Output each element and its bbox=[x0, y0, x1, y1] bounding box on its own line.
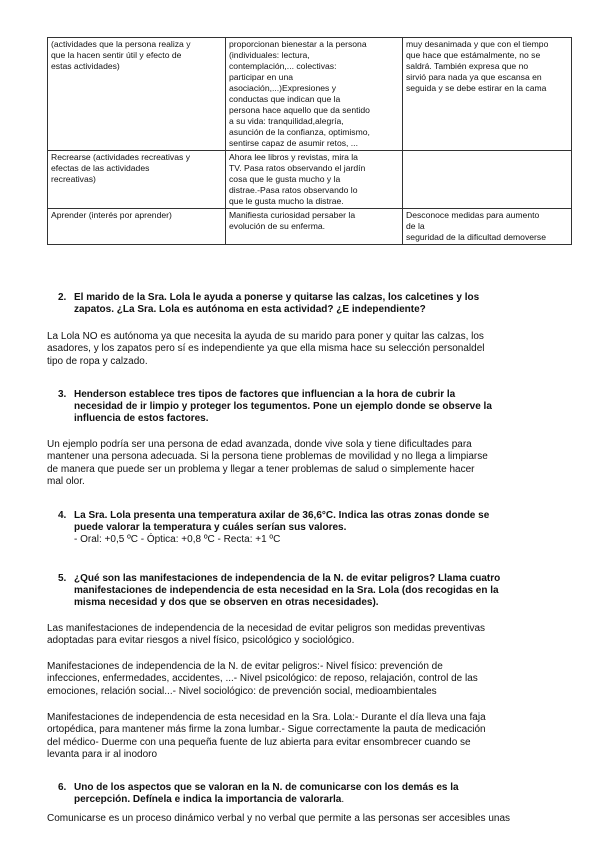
cell-text: (actividades que la persona realiza y bbox=[51, 39, 191, 49]
question-number: 3. bbox=[58, 389, 67, 400]
cell-text: que la hacen sentir útil y efecto de bbox=[51, 50, 182, 60]
question-line: Henderson establece tres tipos de factores que influencian a la hora de cubrir la bbox=[74, 389, 456, 400]
answer-line: ortopédica, para mantener más firme la zona lumbar.- Sigue correctamente la pauta de medicación bbox=[47, 724, 486, 736]
question-6 bbox=[58, 782, 570, 806]
answer-line: La Lola NO es autónoma ya que necesita la ayuda de su marido para poner y quitar las calzas, los bbox=[47, 331, 484, 342]
answer-line: Comunicarse es un proceso dinámico verbal y no verbal que permite a las personas ser accesibles unas bbox=[47, 813, 511, 824]
table-cell bbox=[226, 209, 403, 245]
question-line: Uno de los aspectos que se valoran en la N. de comunicarse con los demás es la bbox=[74, 782, 459, 793]
question-line: manifestaciones de independencia de esta necesidad en la Sra. Lola (dos recogidas en la bbox=[74, 585, 499, 596]
answer-line: mal olor. bbox=[47, 475, 85, 487]
cell-text: TV. Pasa ratos observando el jardín bbox=[229, 163, 366, 173]
question-number: 5. bbox=[58, 573, 67, 584]
needs-table bbox=[47, 37, 572, 245]
cell-text: Manifiesta curiosidad persaber la bbox=[229, 210, 356, 220]
cell-text: que le gusta mucho la distrae. bbox=[229, 196, 344, 206]
answer-line: infecciones, enfermedades, accidentes, ...- Nivel psicológico: de reposo, relajación, control de las bbox=[47, 673, 478, 685]
answer-line: levanta para ir al inodoro bbox=[47, 748, 158, 760]
answer-line: asadores, y los zapatos pero sí es independiente ya que ella misma hace su selección personaldel bbox=[47, 343, 485, 355]
question-number: 6. bbox=[58, 782, 67, 793]
cell-text: participar en una bbox=[229, 72, 294, 82]
cell-text: cosa que le gusta mucho y la bbox=[229, 174, 341, 184]
cell-text: Ahora lee libros y revistas, mira la bbox=[229, 152, 358, 162]
question-line: ¿Qué son las manifestaciones de independencia de la N. de evitar peligros? Llama cuatro bbox=[74, 573, 501, 584]
question-line: La Sra. Lola presenta una temperatura axilar de 36,6°C. Indica las otras zonas donde se bbox=[74, 510, 490, 521]
cell-text: estas actividades) bbox=[51, 61, 120, 71]
answer-line: emociones, relación social...- Nivel sociológico: de prevención social, medioambientales bbox=[47, 685, 437, 697]
cell-text: efectas de las actividades bbox=[51, 163, 150, 173]
answer-line: tipo de ropa y calzado. bbox=[47, 355, 148, 367]
table-row bbox=[48, 209, 572, 245]
question-line-end: . bbox=[341, 794, 345, 805]
cell-text: sirvió para nada ya que escansa en bbox=[406, 72, 542, 82]
answer-line: del médico- Duerme con una pequeña fuente de luz abierta para evitar ensombrecer cuando se bbox=[47, 736, 471, 748]
cell-text: a su vida: tranquilidad,alegría, bbox=[229, 116, 344, 126]
cell-text: distrae.-Pasa ratos observando lo bbox=[229, 185, 358, 195]
cell-text: recreativas) bbox=[51, 174, 96, 184]
cell-text: seguridad de la dificultad demoverse bbox=[406, 232, 546, 242]
answer-line: Manifestaciones de independencia de esta necesidad en la Sra. Lola:- Durante el día lleva una faja bbox=[47, 712, 486, 723]
cell-text: sentirse capaz de asumir retos, ... bbox=[229, 138, 358, 148]
answer-line: - Oral: +0,5 ºC - Óptica: +0,8 ºC - Recta: +1 ºC bbox=[74, 534, 281, 545]
answer-6 bbox=[47, 813, 572, 825]
question-line: necesidad de ir limpio y proteger los tegumentos. Pone un ejemplo donde se observe la bbox=[74, 401, 492, 412]
answer-line: Las manifestaciones de independencia de la necesidad de evitar peligros son medidas preventivas bbox=[47, 623, 486, 634]
answer-line: adoptadas para evitar riesgos a nivel físico, psicológico y sociológico. bbox=[47, 635, 355, 647]
question-line: puede valorar la temperatura y cuáles serían sus valores. bbox=[74, 522, 347, 533]
cell-text: conductas que indican que la bbox=[229, 94, 341, 104]
cell-text: muy desanimada y que con el tiempo bbox=[406, 39, 549, 49]
cell-text: (individuales: lectura, bbox=[229, 50, 310, 60]
table-row bbox=[48, 151, 572, 209]
cell-text: asociación,...)Expresiones y bbox=[229, 83, 336, 93]
cell-text: contemplación,... colectivas: bbox=[229, 61, 337, 71]
question-number: 2. bbox=[58, 292, 67, 303]
cell-text: proporcionan bienestar a la persona bbox=[229, 39, 367, 49]
question-line: misma necesidad y dos que se observen en otras necesidades). bbox=[74, 597, 379, 608]
cell-text: seguida y se debe estirar en la cama bbox=[406, 83, 547, 93]
cell-text: Recrearse (actividades recreativas y bbox=[51, 152, 190, 162]
cell-text: persona hace aquello que da sentido bbox=[229, 105, 370, 115]
table-cell bbox=[226, 151, 403, 209]
question-line: percepción. Defínela e indica la importancia de valorarla bbox=[74, 794, 342, 805]
cell-text: Desconoce medidas para aumento bbox=[406, 210, 540, 220]
question-5 bbox=[58, 573, 570, 609]
cell-text: Aprender (interés por aprender) bbox=[51, 210, 172, 220]
cell-text: saldrá. También expresa que no bbox=[406, 61, 529, 71]
question-line: El marido de la Sra. Lola le ayuda a ponerse y quitarse las calzas, los calcetines y los bbox=[74, 292, 480, 303]
table-row bbox=[48, 38, 572, 151]
question-3 bbox=[58, 389, 570, 425]
answer-2 bbox=[47, 331, 572, 368]
table-cell bbox=[403, 209, 572, 245]
answer-line: Manifestaciones de independencia de la N. de evitar peligros:- Nivel físico: prevención de bbox=[47, 661, 443, 672]
answer-line: de manera que puede ser un problema y llegar a tener problemas de salud o simplemente hacer bbox=[47, 463, 475, 475]
answer-line: mantener una persona adecuada. Si la persona tiene problemas de movilidad y no llega a limpiarse bbox=[47, 451, 488, 463]
question-2 bbox=[58, 292, 570, 316]
answer-5-definition bbox=[47, 623, 572, 648]
answer-3 bbox=[47, 439, 572, 488]
table-cell bbox=[226, 38, 403, 151]
answer-5-sra-lola bbox=[47, 712, 572, 761]
cell-text: asunción de la confianza, optimismo, bbox=[229, 127, 370, 137]
table-cell bbox=[48, 209, 226, 245]
table-cell bbox=[403, 151, 572, 209]
table-cell bbox=[403, 38, 572, 151]
question-line: zapatos. ¿La Sra. Lola es autónoma en esta actividad? ¿E independiente? bbox=[74, 304, 426, 315]
cell-text: que hace que estámalmente, no se bbox=[406, 50, 541, 60]
cell-text: de la bbox=[406, 221, 425, 231]
table-cell bbox=[48, 151, 226, 209]
question-4 bbox=[58, 510, 570, 546]
question-number: 4. bbox=[58, 510, 67, 521]
answer-line: Un ejemplo podría ser una persona de edad avanzada, donde vive sola y tiene dificultades para bbox=[47, 439, 472, 450]
question-line: influencia de estos factores. bbox=[74, 413, 209, 424]
cell-text: evolución de su enferma. bbox=[229, 221, 326, 231]
table-cell bbox=[48, 38, 226, 151]
answer-5-manifestations bbox=[47, 661, 572, 698]
